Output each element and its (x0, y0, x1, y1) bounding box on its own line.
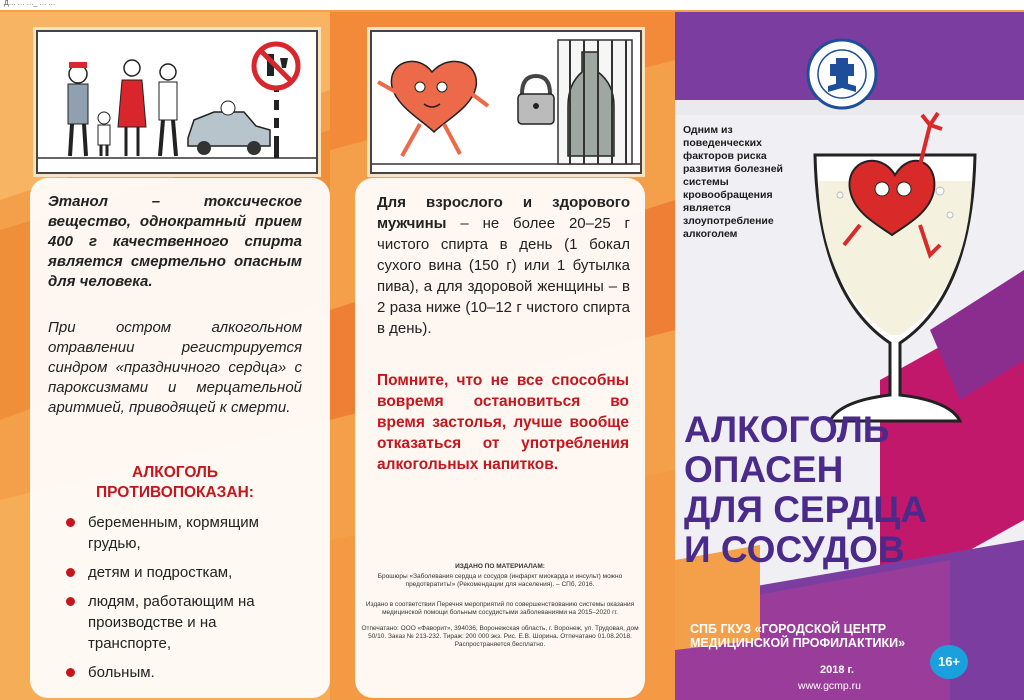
file-name-label: Д… … …_ … … (4, 0, 56, 7)
risk-factor-text: Одним из поведенческих факторов риска развития болезней системы кровообращения является злоупотребление алкоголем (683, 124, 784, 240)
window-title-strip (0, 0, 1024, 10)
imprint-block (360, 563, 640, 651)
age-rating-badge: 16+ (930, 645, 968, 679)
bullet-icon (66, 518, 75, 527)
left-illustration (36, 30, 318, 174)
source-text: Брошюры «Заболевания сердца и сосудов (инфаркт миокарда и инсульт) можно предотвратить!» (Рекомендации для населения). – СПб, 2016. (377, 573, 623, 588)
dose-text (377, 192, 630, 339)
contraindication-list (62, 512, 302, 691)
bullet-icon (66, 597, 75, 606)
ethanol-lead-text: Этанол – токсическое вещество, однократный прием 400 г качественного спирта является смертельно опасным для человека. (48, 193, 302, 290)
warning-text: Помните, что не все способны вовремя остановиться во время застолья, лучше вообще отказаться от употребления алкогольных напитков. (377, 372, 629, 473)
cover-title (684, 410, 1004, 570)
list-item: беременным, кормящим грудью, (62, 512, 302, 554)
website-link[interactable]: www.gcmp.ru (798, 680, 862, 692)
middle-illustration (370, 30, 642, 174)
family-no-alcohol-icon (38, 32, 316, 172)
list-item: людям, работающим на производстве и на транспорте, (62, 591, 302, 654)
title-line: ОПАСЕН (684, 449, 844, 490)
running-heart-bottle-icon (372, 32, 640, 172)
title-line: И СОСУДОВ (684, 529, 905, 570)
list-item: детям и подросткам, (62, 562, 302, 583)
printer-text: Отпечатано: ООО «Фаворит», 394036, Воронежская область, г. Воронеж, ул. Трудовая, дом 50/10. Заказ № 213-232. Тираж: 200 000 экз. Рис. Е.В. Шорина. Отпечатано 01.08.2018. Распространяется бесплатно. (361, 625, 639, 648)
poisoning-text: При остром алкогольном отравлении регистрируется синдром «праздничного сердца» с пароксизмами и мерцательной аритмией, приводящей к смерти. (48, 319, 302, 416)
title-line: ДЛЯ СЕРДЦА (684, 489, 928, 530)
source-heading: ИЗДАНО ПО МАТЕРИАЛАМ: (455, 563, 545, 570)
program-text: Издано в соответствии Перечня мероприятий по совершенствованию системы оказания медицинской помощи больным сосудистыми заболеваниями на 2015–2020 гг. (365, 601, 635, 616)
bullet-icon (66, 568, 75, 577)
list-item: больным. (62, 662, 302, 683)
title-line: АЛКОГОЛЬ (684, 409, 890, 450)
bullet-icon (66, 668, 75, 677)
dose-bold-lead: Для взрослого и здорового мужчины (377, 194, 630, 232)
wine-glass-heart-icon (800, 95, 990, 445)
dose-rest: – не более 20–25 г чистого спирта в день (1 бокал сухого вина (150 г) или 1 бутылка пива), а для здоровой женщины – в 2 раза ниже (10–12 г чистого спирта в день). (377, 215, 630, 337)
publication-year: 2018 г. (820, 664, 855, 676)
organization-name: СПБ ГКУЗ «ГОРОДСКОЙ ЦЕНТР МЕДИЦИНСКОЙ ПРОФИЛАКТИКИ» (690, 622, 906, 650)
contraindication-heading: АЛКОГОЛЬ ПРОТИВОПОКАЗАН: (96, 464, 254, 501)
